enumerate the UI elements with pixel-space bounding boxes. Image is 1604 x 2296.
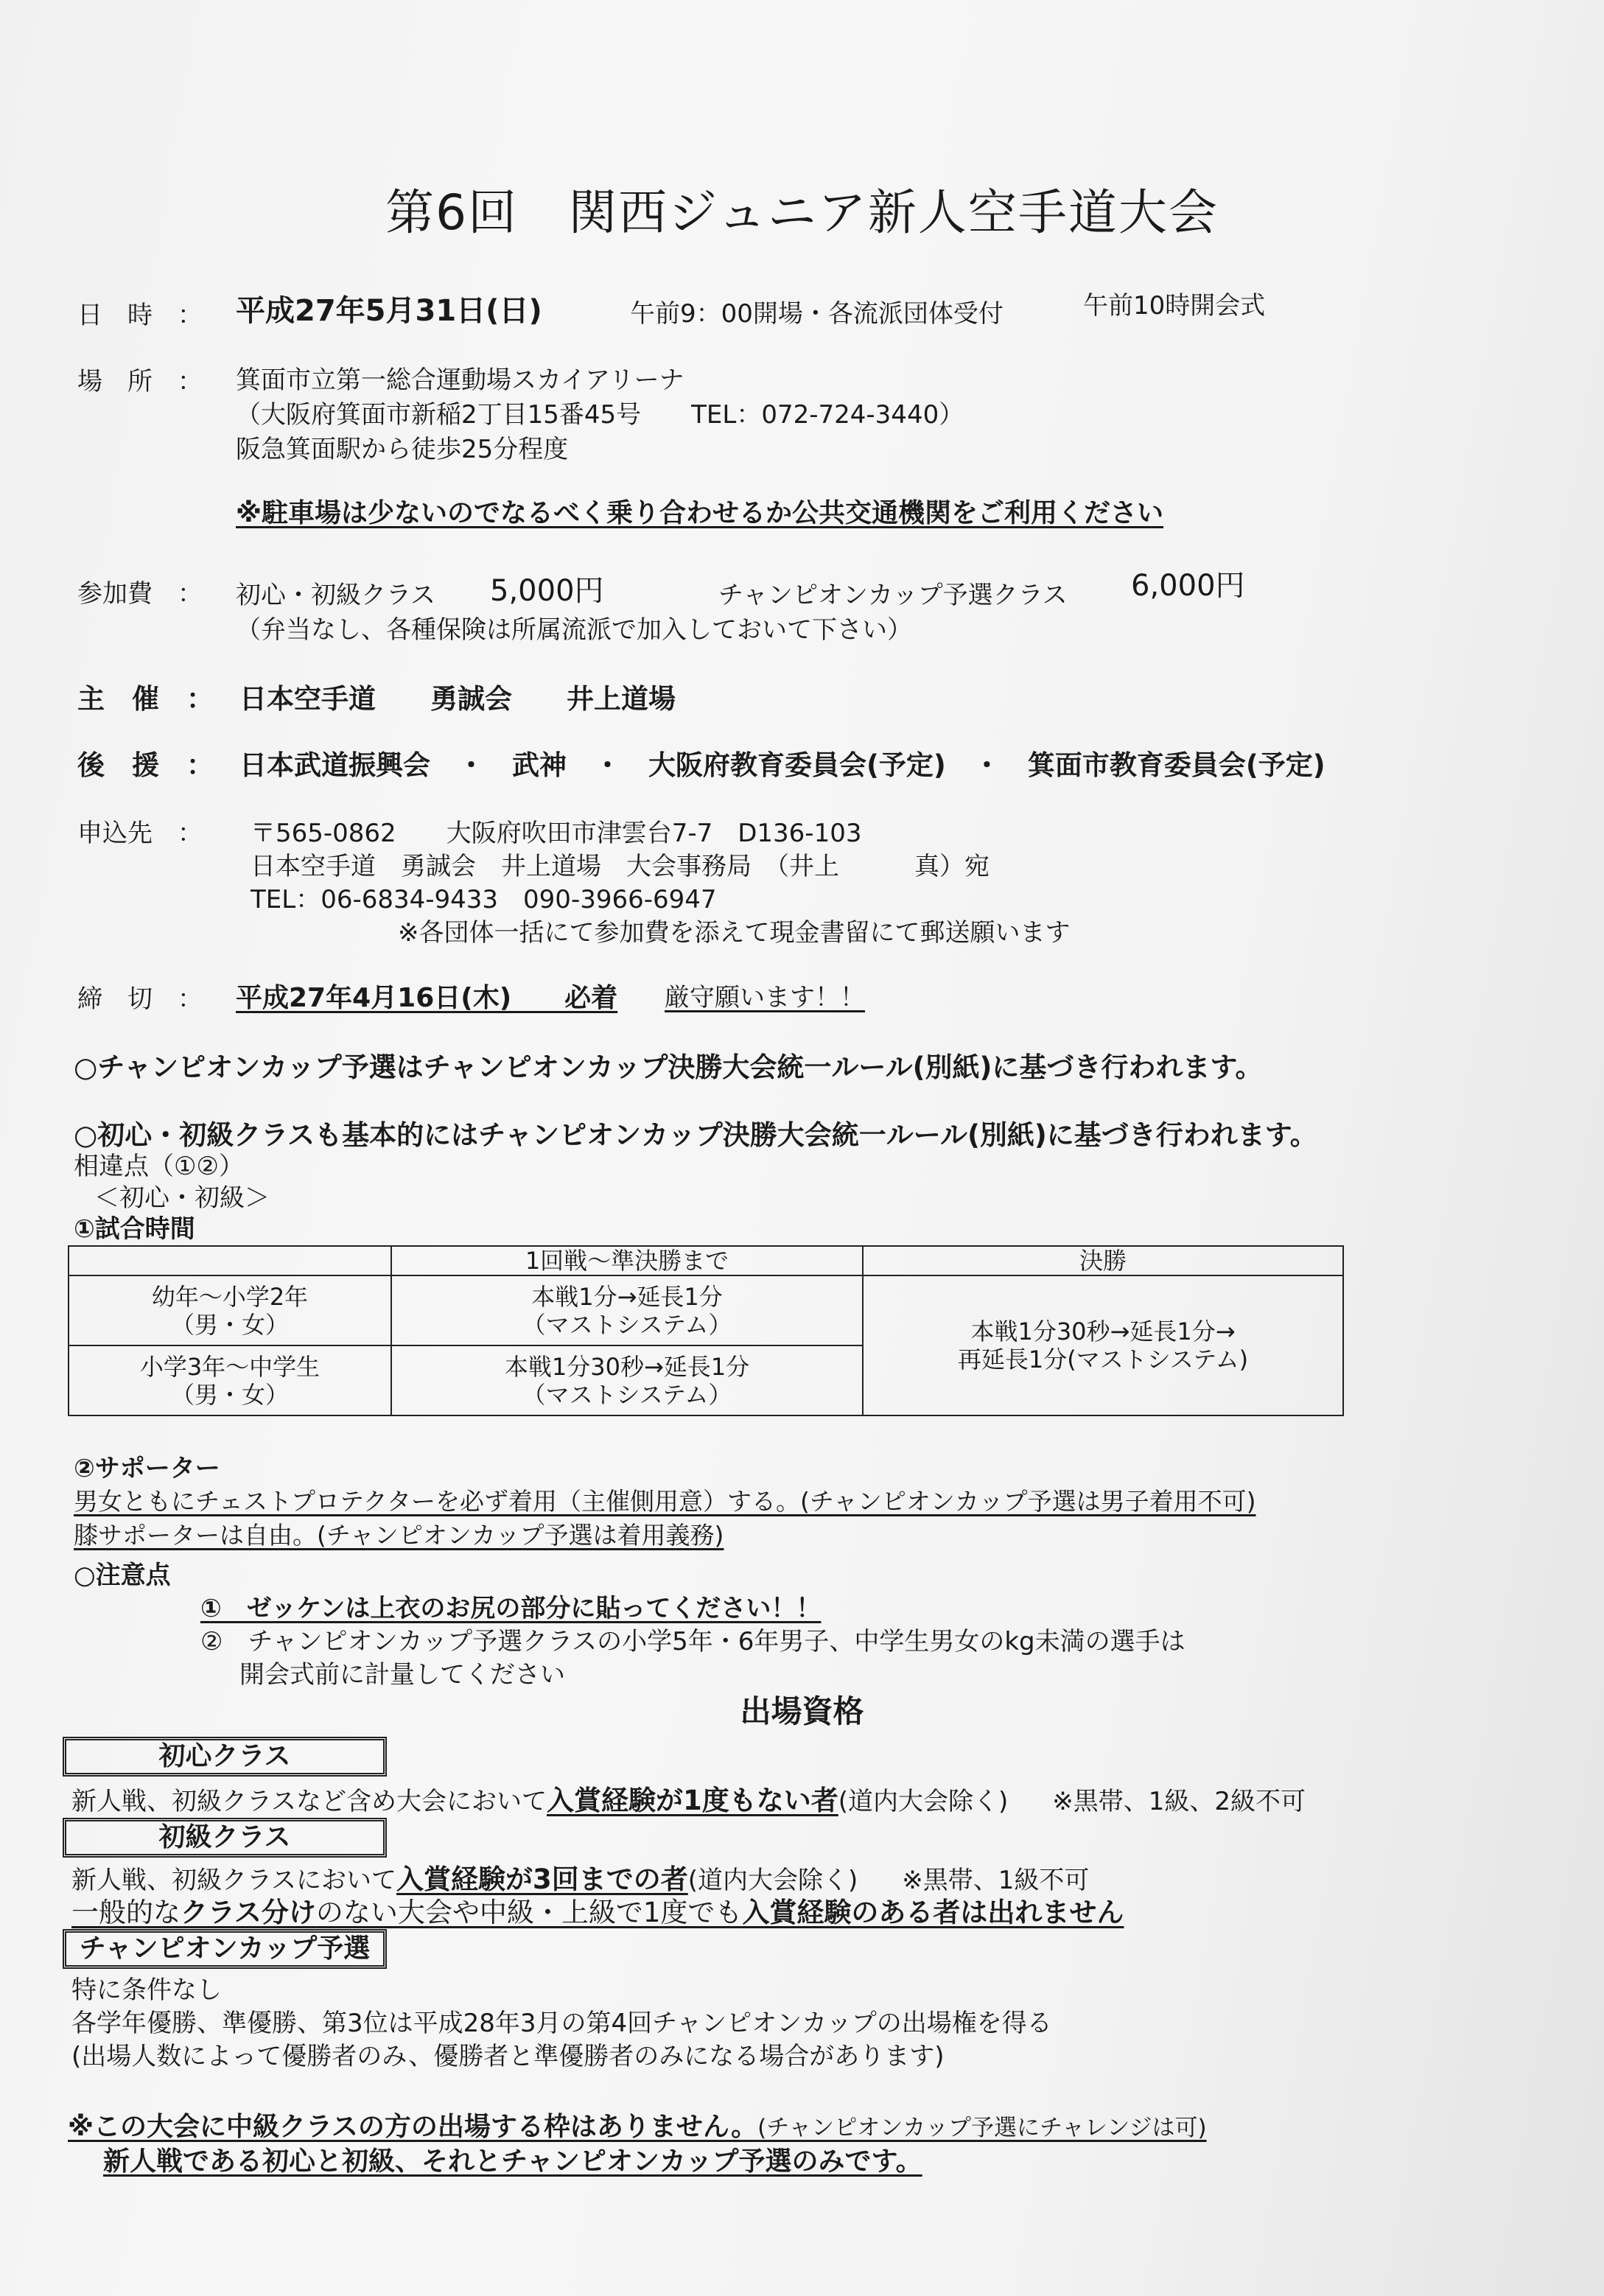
fee-note: （弁当なし、各種保険は所属流派で加入しておいて下さい） — [236, 615, 912, 645]
class-label-beginner: 初心クラス — [63, 1737, 387, 1777]
host-label: 主 催 ： — [77, 683, 214, 715]
date-label: 日 時 ： — [77, 301, 203, 330]
fee-beginner-price: 5,000円 — [490, 574, 604, 608]
place-name: 箕面市立第一総合運動場スカイアリーナ — [236, 365, 684, 395]
table-row-group-1: 幼年～小学2年 （男・女） — [69, 1275, 391, 1345]
supporter-heading: ②サポーター — [74, 1454, 220, 1483]
apply-line3: TEL：06-6834-9433 090-3966-6947 — [251, 885, 717, 914]
class-champion-line2: 各学年優勝、準優勝、第3位は平成28年3月の第4回チャンピオンカップの出場権を得る — [71, 2009, 1052, 2038]
table-header-final: 決勝 — [863, 1246, 1343, 1275]
supporter-line1: 男女ともにチェストプロテクターを必ず着用（主催側用意）する。(チャンピオンカップ予選は男子着用不可) — [74, 1487, 1256, 1516]
place-access: 阪急箕面駅から徒歩25分程度 — [236, 435, 569, 464]
apply-label: 申込先 ： — [77, 819, 203, 848]
caution-heading: ○注意点 — [74, 1561, 171, 1590]
table-row-group-2: 小学3年～中学生 （男・女） — [69, 1345, 391, 1415]
fee-beginner: 初心・初級クラス — [236, 581, 435, 610]
table-row-time-1: 本戦1分→延長1分 （マストシステム） — [391, 1275, 863, 1345]
table-final-time: 本戦1分30秒→延長1分→ 再延長1分(マストシステム) — [863, 1275, 1343, 1415]
class-champion-line1: 特に条件なし — [71, 1975, 222, 2005]
deadline-note: 厳守願います！！ — [665, 983, 865, 1012]
table-row-time-2: 本戦1分30秒→延長1分 （マストシステム） — [391, 1345, 863, 1415]
class-novice-warning: 一般的なクラス分けのない大会や中級・上級で1度でも入賞経験のある者は出れません — [71, 1897, 1124, 1928]
place-address: （大阪府箕面市新稲2丁目15番45号 TEL：072-724-3440） — [236, 400, 964, 430]
caution-item-1: ① ゼッケンは上衣のお尻の部分に貼ってください！！ — [200, 1594, 822, 1623]
apply-line2: 日本空手道 勇誠会 井上道場 大会事務局 （井上 真）宛 — [251, 852, 990, 881]
deadline-value: 平成27年4月16日(木) 必着 — [236, 983, 618, 1013]
date-open: 午前9：00開場・各流派団体受付 — [630, 299, 1004, 329]
fee-label: 参加費 ： — [77, 579, 203, 609]
match-time-heading: ①試合時間 — [74, 1214, 195, 1244]
eligibility-heading: 出場資格 — [740, 1693, 864, 1729]
date-ceremony: 午前10時開会式 — [1083, 291, 1266, 321]
page-title: 第6回 関西ジュニア新人空手道大会 — [385, 184, 1219, 241]
apply-line1: 〒565-0862 大阪府吹田市津雲台7-7 D136-103 — [251, 819, 862, 848]
support-value: 日本武道振興会 ・ 武神 ・ 大阪府教育委員会(予定) ・ 箕面市教育委員会(予定) — [239, 749, 1325, 781]
fee-champion-price: 6,000円 — [1131, 569, 1245, 603]
date-value: 平成27年5月31日(日) — [236, 294, 542, 328]
class-label-champion: チャンピオンカップ予選 — [63, 1929, 387, 1969]
host-value: 日本空手道 勇誠会 井上道場 — [239, 683, 676, 715]
table-header-prelim: 1回戦～準決勝まで — [391, 1246, 863, 1275]
parking-note: ※駐車場は少ないのでなるべく乗り合わせるか公共交通機関をご利用ください — [236, 498, 1163, 528]
caution-item-2: ② チャンピオンカップ予選クラスの小学5年・6年男子、中学生男女のkg未満の選手は — [200, 1627, 1186, 1656]
beginner-rule: ○初心・初級クラスも基本的にはチャンピオンカップ決勝大会統一ルール(別紙)に基づき行われます。 — [74, 1119, 1317, 1151]
deadline-label: 締 切 ： — [77, 984, 203, 1014]
match-time-table — [68, 1245, 1344, 1416]
class-champion-line3: (出場人数によって優勝者のみ、優勝者と準優勝者のみになる場合があります) — [71, 2042, 945, 2071]
champion-rule: ○チャンピオンカップ予選はチャンピオンカップ決勝大会統一ルール(別紙)に基づき行われます。 — [74, 1051, 1263, 1083]
fee-champion: チャンピオンカップ予選クラス — [718, 581, 1068, 610]
differences-sub: ＜初心・初級＞ — [94, 1183, 270, 1213]
place-label: 場 所 ： — [77, 367, 203, 396]
final-note-line2: 新人戦である初心と初級、それとチャンピオンカップ予選のみです。 — [103, 2146, 922, 2177]
support-label: 後 援 ： — [77, 749, 214, 781]
class-label-novice: 初級クラス — [63, 1818, 387, 1858]
table-header-empty — [69, 1246, 391, 1275]
caution-item-2b: 開会式前に計量してください — [239, 1660, 565, 1690]
class-novice-desc: 新人戦、初級クラスにおいて入賞経験が3回までの者(道内大会除く) ※黒帯、1級不可 — [71, 1863, 1090, 1895]
supporter-line2: 膝サポーターは自由。(チャンピオンカップ予選は着用義務) — [74, 1521, 724, 1550]
apply-note: ※各団体一括にて参加費を添えて現金書留にて郵送願います — [398, 918, 1071, 948]
final-note-line1: ※この大会に中級クラスの方の出場する枠はありません。(チャンピオンカップ予選にチャレンジは可) — [68, 2112, 1207, 2142]
differences: 相違点（①②） — [74, 1152, 244, 1181]
class-beginner-desc: 新人戦、初級クラスなど含め大会において入賞経験が1度もない者(道内大会除く) ※黒帯、1級、2級不可 — [71, 1785, 1306, 1816]
